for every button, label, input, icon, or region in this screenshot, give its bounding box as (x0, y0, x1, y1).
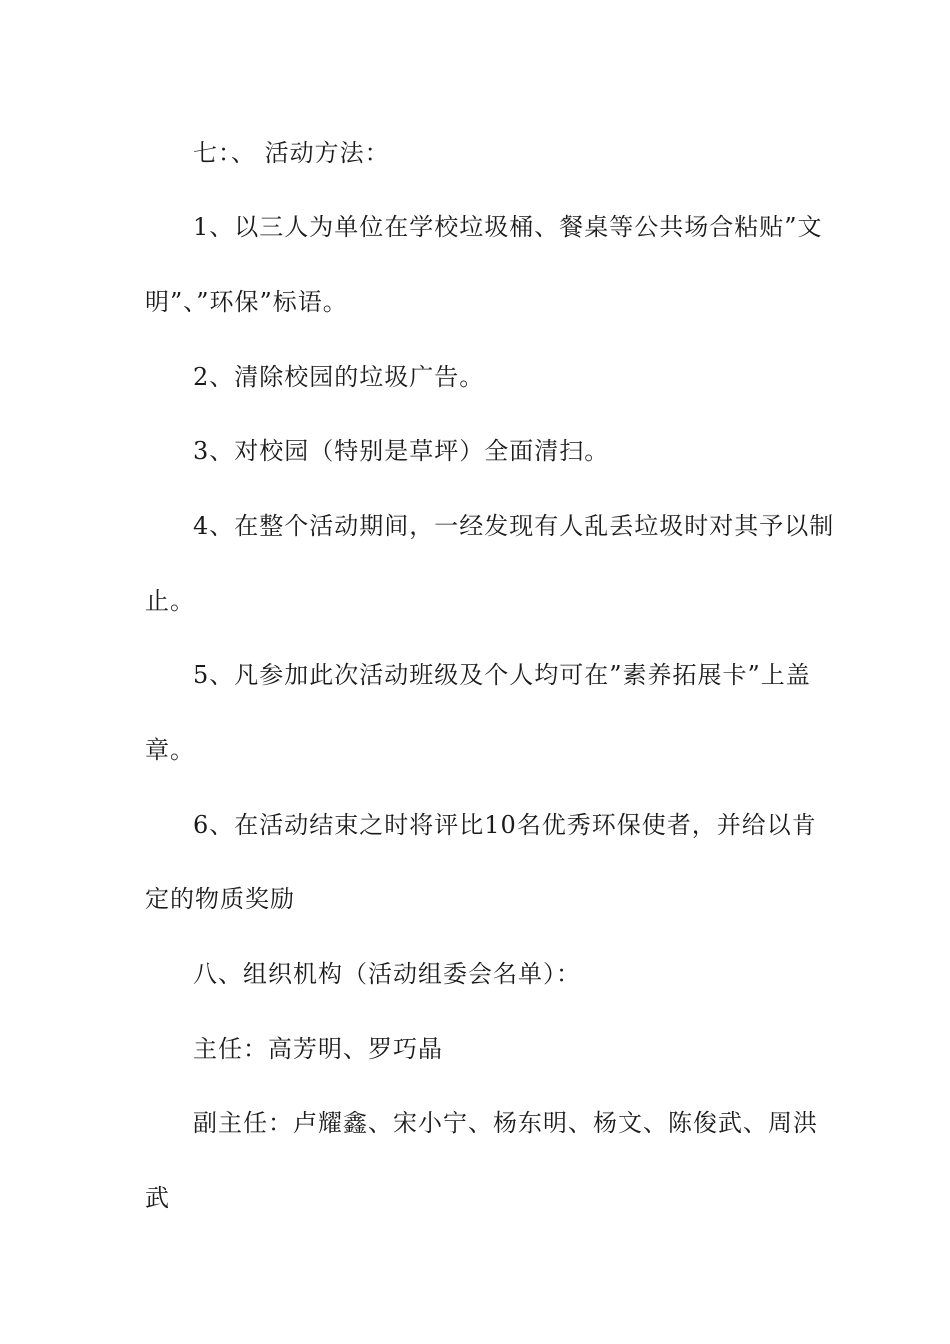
paragraph-item-6: 6、在活动结束之时将评比10名优秀环保使者，并给以肯 (193, 811, 817, 839)
section-heading-activity-methods: 七：、 活动方法： (193, 139, 390, 167)
paragraph-item-1-continued: 明”、”环保”标语。 (145, 288, 348, 316)
paragraph-item-3: 3、对校园（特别是草坪）全面清扫。 (193, 437, 610, 465)
director-line: 主任：高芳明、罗巧晶 (193, 1035, 443, 1063)
deputy-director-line: 副主任：卢耀鑫、宋小宁、杨东明、杨文、陈俊武、周洪 (193, 1109, 818, 1137)
paragraph-item-4-continued: 止。 (145, 587, 195, 615)
paragraph-item-5: 5、凡参加此次活动班级及个人均可在”素养拓展卡”上盖 (193, 661, 811, 689)
deputy-director-line-continued: 武 (145, 1184, 170, 1212)
section-heading-organization: 八、组织机构（活动组委会名单）： (193, 960, 581, 988)
paragraph-item-2: 2、清除校园的垃圾广告。 (193, 363, 485, 391)
paragraph-item-1: 1、以三人为单位在学校垃圾桶、餐桌等公共场合粘贴”文 (193, 213, 823, 241)
paragraph-item-4: 4、在整个活动期间，一经发现有人乱丢垃圾时对其予以制 (193, 512, 835, 540)
paragraph-item-5-continued: 章。 (145, 736, 195, 764)
paragraph-item-6-continued: 定的物质奖励 (145, 885, 295, 913)
